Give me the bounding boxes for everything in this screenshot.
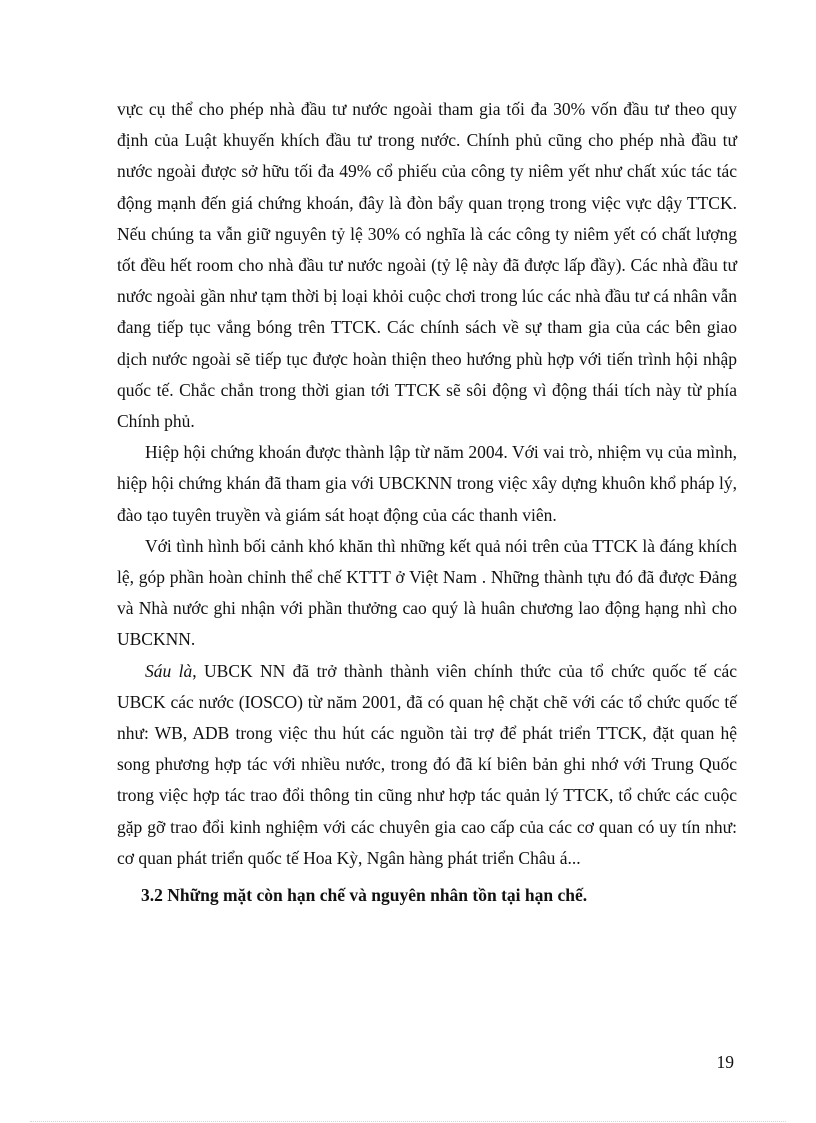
paragraph-foreign-investment: vực cụ thể cho phép nhà đầu tư nước ngoài tham gia tối đa 30% vốn đầu tư theo quy định của Luật khuyến khích đầu tư trong nước. Chính phủ cũng cho phép nhà đầu tư nước ngoài được sở hữu tối đa 49% cổ phiếu của công ty niêm yết như chất xúc tác tác động mạnh đến giá chứng khoán, đây là đòn bẩy quan trọng trong việc vực dậy TTCK. Nếu chúng ta vẫn giữ nguyên tỷ lệ 30% có nghĩa là các công ty niêm yết có chất lượng tốt đều hết room cho nhà đầu tư nước ngoài (tỷ lệ này đã được lấp đầy). Các nhà đầu tư nước ngoài gần như tạm thời bị loại khỏi cuộc chơi trong lúc các nhà đầu tư cá nhân vẫn đang tiếp tục vắng bóng trên TTCK. Các chính sách về sự tham gia của các bên giao dịch nước ngoài sẽ tiếp tục được hoàn thiện theo hướng phù hợp với tiến trình hội nhập quốc tế. Chắc chắn trong thời gian tới TTCK sẽ sôi động vì động thái tích này từ phía Chính phủ. <box>117 99 737 432</box>
paragraph-achievements: Với tình hình bối cảnh khó khăn thì những kết quả nói trên của TTCK là đáng khích lệ, góp phần hoàn chỉnh thể chế KTTT ở Việt Nam . Những thành tựu đó đã được Đảng và Nhà nước ghi nhận với phần thưởng cao quý là huân chương lao động hạng nhì cho UBCKNN. <box>117 535 737 650</box>
section-heading: 3.2 Những mặt còn hạn chế và nguyên nhân tồn tại hạn chế. <box>141 885 588 906</box>
paragraph-international-relations <box>117 656 737 874</box>
body-text <box>117 94 737 911</box>
page-number: 19 <box>716 1052 734 1072</box>
paragraph-lead-italic: Sáu là <box>145 660 193 681</box>
paragraph-securities-association: Hiệp hội chứng khoán được thành lập từ năm 2004. Với vai trò, nhiệm vụ của mình, hiệp hội chứng khán đã tham gia với UBCKNN trong việc xây dựng khuôn khổ pháp lý, đào tạo tuyên truyền và giám sát hoạt động của các thanh viên. <box>117 442 737 525</box>
page-bottom-divider <box>30 1121 786 1122</box>
paragraph-body: , UBCK NN đã trở thành thành viên chính thức của tổ chức quốc tế các UBCK các nước (IOSCO) từ năm 2001, đã có quan hệ chặt chẽ với các tổ chức quốc tế như: WB, ADB trong việc thu hút các nguồn tài trợ để phát triển TTCK, đặt quan hệ song phương hợp tác với nhiều nước, trong đó đã kí biên bản ghi nhớ với Trung Quốc trong việc hợp tác trao đổi thông tin cũng như hợp tác quản lý TTCK, tổ chức các cuộc gặp gỡ trao đổi kinh nghiệm với các chuyên gia cao cấp của các cơ quan có uy tín như: cơ quan phát triển quốc tế Hoa Kỳ, Ngân hàng phát triển Châu á... <box>117 660 737 868</box>
